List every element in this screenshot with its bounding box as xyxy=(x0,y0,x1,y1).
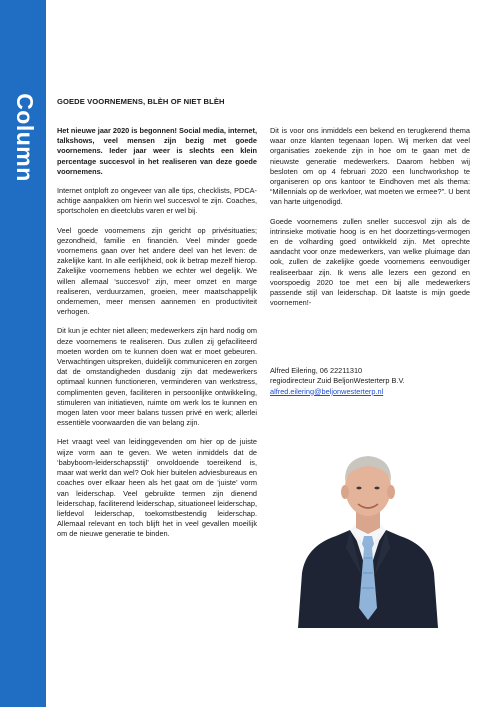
paragraph-right-2: Goede voornemens zullen sneller succesvol zijn als de intrinsieke motivatie hoog is en het doorzettings-vermogen en de volharding goed ontwikkeld zijn. Met oprechte aandacht voor onze medewerkers, van welke pluimage dan ook, zullen de zakelijke goede voornemens eenvoudiger realiseerbaar zijn. Ik wens alle lezers een gezond en voorspoedig 2020 toe met een bij alle medewerkers passende stijl van leiderschap. Dit laatste is mijn goede voornemen!- xyxy=(270,216,470,308)
left-column xyxy=(57,126,257,549)
lead-paragraph: Het nieuwe jaar 2020 is begonnen! Social media, internet, talkshows, veel mensen zijn bezig met goede voornemens. Ieder jaar weer is slechts een klein percentage succesvol in het realiseren van deze goede voornemens. xyxy=(57,126,257,176)
author-name-phone: Alfred Eilering, 06 22211310 xyxy=(270,366,363,375)
author-title: regiodirecteur Zuid BeljonWesterterp B.V. xyxy=(270,376,405,386)
author-signature xyxy=(270,366,470,397)
right-column xyxy=(270,126,470,317)
author-portrait xyxy=(288,408,448,628)
column-sidebar xyxy=(0,0,46,707)
paragraph-left-1: Internet ontploft zo ongeveer van alle tips, checklists, PDCA-achtige aanpakken om hierin wel succesvol te zijn. Coaches, sportscholen en dieetclubs varen er wel bij. xyxy=(57,186,257,216)
portrait-illustration xyxy=(288,408,448,628)
sidebar-label-wrap xyxy=(4,82,44,192)
paragraph-left-4: Het vraagt veel van leidinggevenden om hier op de juiste wijze vorm aan te geven. We weten inmiddels dat de ‘babyboom-leiderschapsstijl’ onvoldoende toereikend is, maar wat werkt dan wel? Ook hier buitelen adviesbureaus en coaches over elkaar heen als het gaat om de ‘juiste’ vorm van leiderschap. Veel gebruikte termen zijn dienend leiderschap, faciliterend leiderschap, situationeel leiderschap, liefdevol leiderschap, toekomstbestendig leiderschap. Allemaal relevant en toch blijft het in veel gevallen moeilijk om de nieuwe generatie te binden. xyxy=(57,437,257,539)
article-heading: GOEDE VOORNEMENS, BLÈH OF NIET BLÈH xyxy=(57,97,225,106)
paragraph-left-3: Dit kun je echter niet alleen; medewerkers zijn hard nodig om deze voornemens te realiseren. Dus zullen zij gefaciliteerd moeten worden om te kunnen doen wat er moet gebeuren. Verwachtingen uitspreken, duidelijk communiceren en zorgen dat de omstandigheden dusdanig zijn dat medewerkers optimaal kunnen functioneren, verminderen van werkstress, complimenten geven, faciliteren in persoonlijke ontwikkeling, stimuleren van initiatieven, ruimte om werk los te kunnen en mogen laten voor meer balans tussen privé en werk; allerlei essentiële voorwaarden die van belang zijn. xyxy=(57,326,257,428)
author-email-link[interactable]: alfred.eilering@beljonwesterterp.nl xyxy=(270,386,384,396)
paragraph-left-2: Veel goede voornemens zijn gericht op privésituaties; gezondheid, familie en financiën. Veel minder goede voornemens gaan over het andere deel van het leven: de zakelijke kant. In alle eerlijkheid, ook ik betrap mezelf hierop. Zakelijke voornemens hebben we echter wel degelijk. We willen allemaal ‘succesvol’ zijn, meer omzet en marge realiseren, verduurzamen, groeien, meer maatschappelijk ondernemen, meer mensen aannemen en productiviteit verhogen. xyxy=(57,225,257,317)
paragraph-right-1: Dit is voor ons inmiddels een bekend en terugkerend thema waar onze klanten tegenaan lopen. Wij merken dat veel organisaties zoekende zijn in hoe om te gaan met de nieuwste generatie medewerkers. Daarom hebben wij besloten om op 4 februari 2020 een lunchworkshop te organiseren op ons kantoor te Eindhoven met als thema: “Millennials op de werkvloer, wat moeten we ermee?”. U bent van harte uitgenodigd. xyxy=(270,126,470,207)
sidebar-label: Column xyxy=(11,92,38,182)
